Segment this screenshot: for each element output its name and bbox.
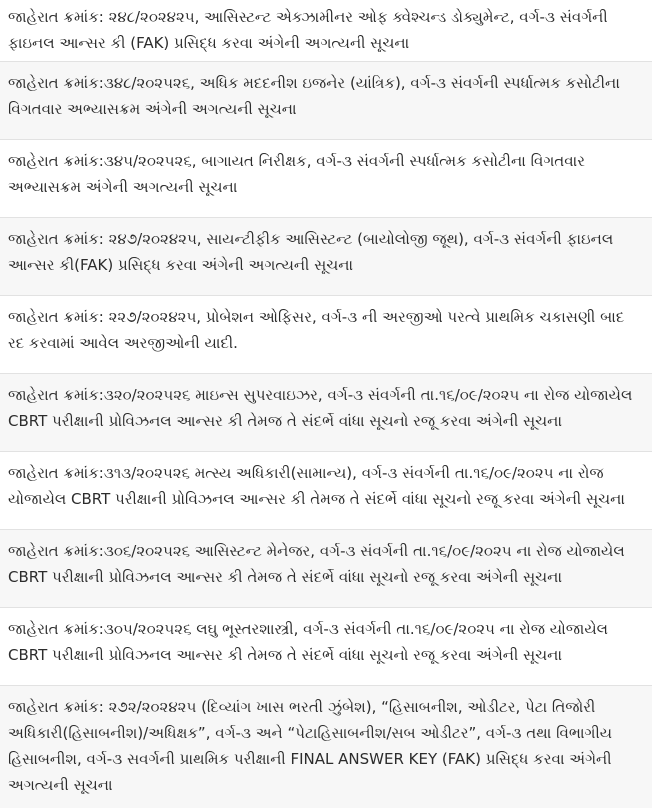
notice-item[interactable]: જાહેરાત ક્રમાંક: ૨૪૭/૨૦૨૪૨૫, સાયન્ટીફીક આસિસ્ટન્ટ (બાયોલોજી જૂથ), વર્ગ-૩ સંવર્ગની ફાઇનલ આન્સર કી(FAK) પ્રસિદ્ધ કરવા અંગેની અગત્યની સૂચના — [0, 218, 652, 296]
notice-item[interactable]: જાહેરાત ક્રમાંક:૩૪૮/૨૦૨૫૨૬, અધિક મદદનીશ ઇજનેર (યાંત્રિક), વર્ગ-૩ સંવર્ગની સ્પર્ધાત્મક કસોટીના વિગતવાર અભ્યાસક્રમ અંગેની અગત્યની સૂચના — [0, 62, 652, 140]
notice-item[interactable]: જાહેરાત ક્રમાંક:૩૧૩/૨૦૨૫૨૬ મત્સ્ય અધિકારી(સામાન્ય), વર્ગ-૩ સંવર્ગની તા.૧૬/૦૯/૨૦૨૫ ના રોજ યોજાયેલ CBRT પરીક્ષાની પ્રોવિઝનલ આન્સર કી તેમજ તે સંદર્ભે વાંધા સૂચનો રજૂ કરવા અંગેની સૂચના — [0, 452, 652, 530]
notice-item[interactable]: જાહેરાત ક્રમાંક:૩૦૫/૨૦૨૫૨૬ લઘુ ભૂસ્તરશાસ્ત્રી, વર્ગ-૩ સંવર્ગની તા.૧૬/૦૯/૨૦૨૫ ના રોજ યોજાયેલ CBRT પરીક્ષાની પ્રોવિઝનલ આન્સર કી તેમજ તે સંદર્ભે વાંધા સૂચનો રજૂ કરવા અંગેની સૂચના — [0, 608, 652, 686]
notice-item[interactable]: જાહેરાત ક્રમાંક:૩૪૫/૨૦૨૫૨૬, બાગાયત નિરીક્ષક, વર્ગ-૩ સંવર્ગની સ્પર્ધાત્મક કસોટીના વિગતવાર અભ્યાસક્રમ અંગેની અગત્યની સૂચના — [0, 140, 652, 218]
notice-item[interactable]: જાહેરાત ક્રમાંક: ૨૪૮/૨૦૨૪૨૫, આસિસ્ટન્ટ એક્ઝામીનર ઓફ ક્વેશ્ચન્ડ ડોક્યુમેન્ટ, વર્ગ-૩ સંવર્ગની ફાઇનલ આન્સર કી (FAK) પ્રસિદ્ધ કરવા અંગેની અગત્યની સૂચના — [0, 0, 652, 62]
notice-item[interactable]: જાહેરાત ક્રમાંક:૩૨૦/૨૦૨૫૨૬ માઇન્સ સુપરવાઇઝર, વર્ગ-૩ સંવર્ગની તા.૧૬/૦૯/૨૦૨૫ ના રોજ યોજાયેલ CBRT પરીક્ષાની પ્રોવિઝનલ આન્સર કી તેમજ તે સંદર્ભે વાંધા સૂચનો રજૂ કરવા અંગેની સૂચના — [0, 374, 652, 452]
notice-item[interactable]: જાહેરાત ક્રમાંક: ૨૭૨/૨૦૨૪૨૫ (દિવ્યાંગ ખાસ ભરતી ઝુંબેશ), “હિસાબનીશ, ઓડીટર, પેટા તિજોરી અધિકારી(હિસાબનીશ)/અધિક્ષક”, વર્ગ-૩ અને “પેટાહિસાબનીશ/સબ ઓડીટર”, વર્ગ-૩ તથા વિભાગીય હિસાબનીશ, વર્ગ-૩ સવર્ગની પ્રાથમિક પરીક્ષાની FINAL ANSWER KEY (FAK) પ્રસિદ્ધ કરવા અંગેની અગત્યની સૂચના — [0, 686, 652, 808]
notice-item[interactable]: જાહેરાત ક્રમાંક: ૨૨૭/૨૦૨૪૨૫, પ્રોબેશન ઓફિસર, વર્ગ-૩ ની અરજીઓ પરત્વે પ્રાથમિક ચકાસણી બાદ રદ કરવામાં આવેલ અરજીઓની યાદી. — [0, 296, 652, 374]
notice-item[interactable]: જાહેરાત ક્રમાંક:૩૦૬/૨૦૨૫૨૬ આસિસ્ટન્ટ મેનેજર, વર્ગ-૩ સંવર્ગની તા.૧૬/૦૯/૨૦૨૫ ના રોજ યોજાયેલ CBRT પરીક્ષાની પ્રોવિઝનલ આન્સર કી તેમજ તે સંદર્ભે વાંધા સૂચનો રજૂ કરવા અંગેની સૂચના — [0, 530, 652, 608]
